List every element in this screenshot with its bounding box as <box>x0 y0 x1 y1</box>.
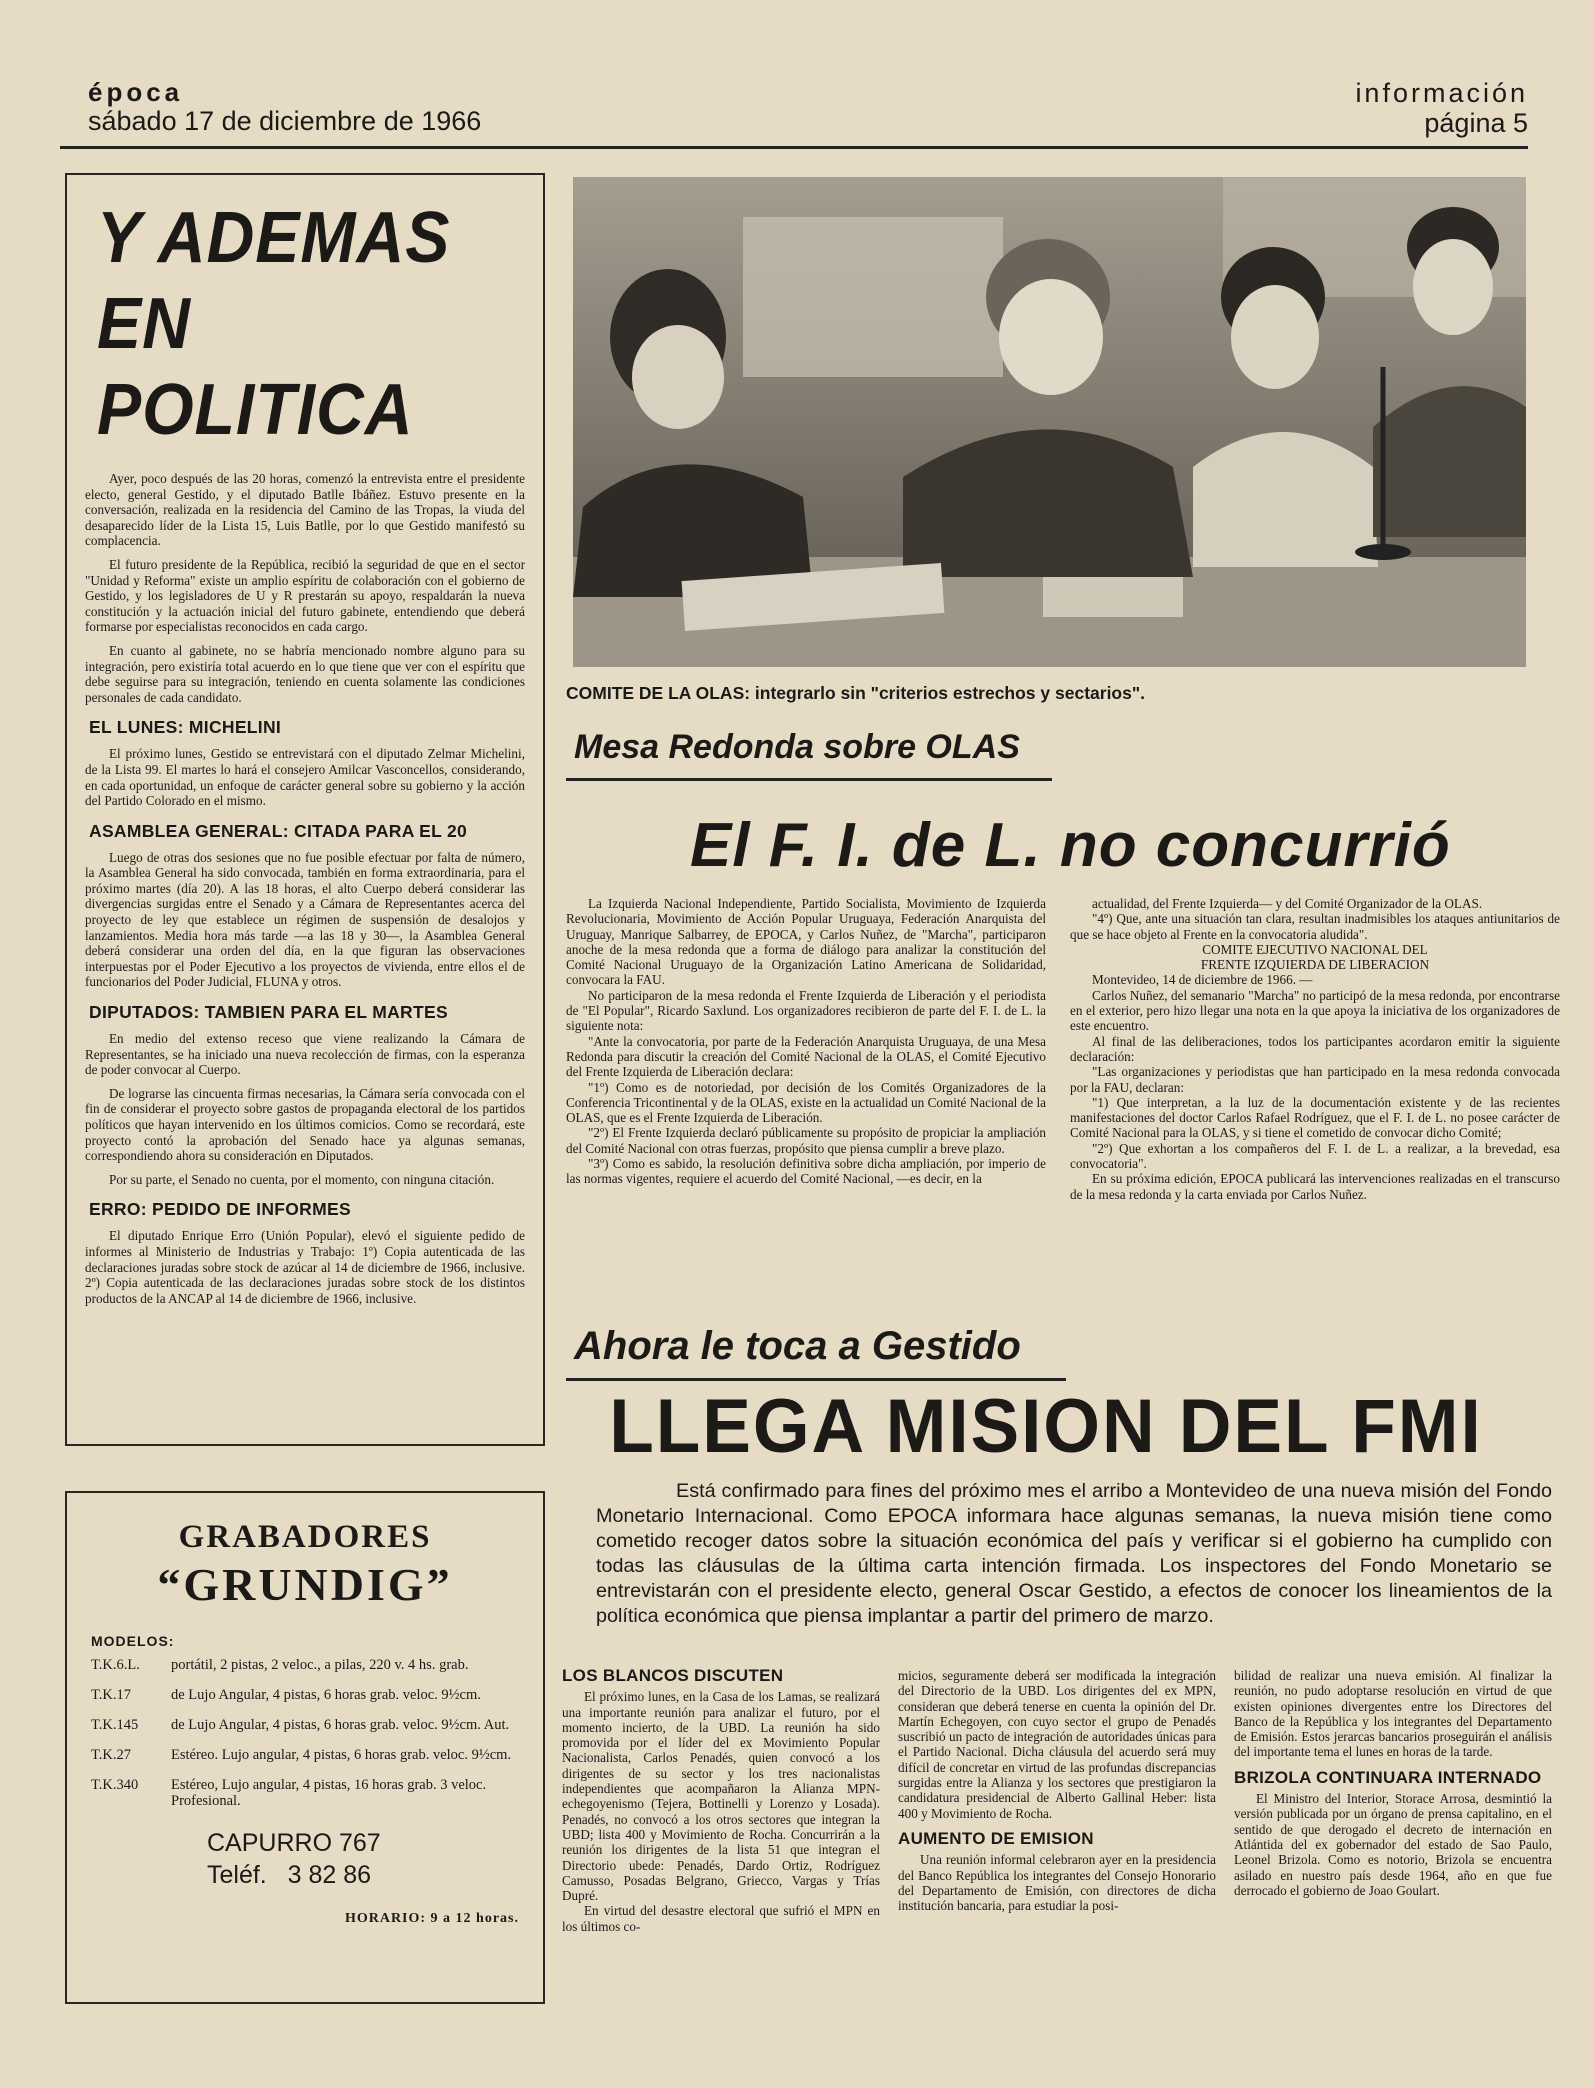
masthead-right <box>1355 78 1528 138</box>
bottom-column-2 <box>898 1668 1216 1913</box>
olas-paragraph: "4º) Que, ante una situación tan clara, resultan inadmisibles los ataques antiunitarios de que se hace objeto al Frente en la convocatoria aludida". <box>1070 911 1560 942</box>
model-row <box>91 1687 519 1703</box>
page-number: página 5 <box>1424 108 1528 138</box>
olas-paragraph: actualidad, del Frente Izquierda— y del Comité Organizador de la OLAS. <box>1092 896 1483 911</box>
photo-illustration <box>573 177 1526 667</box>
fmi-kicker: Ahora le toca a Gestido <box>574 1324 1021 1368</box>
grundig-advertisement <box>65 1491 545 2004</box>
bottom-paragraph: micios, seguramente deberá ser modificada la integración del Directorio de la UBD. Los dirigentes del ex MPN, consideran que deberá tenerse en cuenta la opinión del Dr. Martín Echegoyen, con cuyo sector el grupo de Penadés suscribió un pacto de integración de autoridades únicas para el Partido Nacional. Dicha cláusula del acuerdo será muy difícil de concretar en virtud de las profundas discrepancias surgidas entre la Alianza y los sectores que prestigiaron la candidatura presidencial de Alberto Gallinal Heber: lista 400 y Movimiento de Rocha. <box>898 1668 1216 1821</box>
subhead-brizola: BRIZOLA CONTINUARA INTERNADO <box>1234 1767 1542 1787</box>
masthead-rule <box>60 146 1528 149</box>
model-row <box>91 1717 519 1733</box>
olas-paragraph: "2º) Que exhortan a los compañeros del F. I. de L. a realizar, a la brevedad, esa convocatoria". <box>1070 1140 1560 1172</box>
subhead-asamblea: ASAMBLEA GENERAL: CITADA PARA EL 20 <box>89 820 468 841</box>
politics-paragraph: En cuanto al gabinete, no se habría mencionado nombre alguno para su integración, pero existiría total acuerdo en lo que tiene que ver con el espíritu que debe seguirse para su integración, teniendo en cuenta solamente las condiciones personales de cada candidato. <box>85 642 525 705</box>
photo-caption: COMITE DE LA OLAS: integrarlo sin "criterios estrechos y sectarios". <box>566 683 1146 703</box>
signature-line: FRENTE IZQUIERDA DE LIBERACION <box>1200 957 1430 973</box>
bottom-column-3 <box>1234 1668 1552 1898</box>
ad-phone: Teléf. 3 82 86 <box>207 1861 372 1889</box>
bottom-paragraph: El próximo lunes, en la Casa de los Lamas, se realizará una importante reunión para analizar el futuro, por el momento incierto, de la UBD. La reunión ha sido promovida por el líder del ex Movimiento Popular Nacionalista, Carlos Penadés, quien convocó a los dirigentes de su sector y los tres nacionalistas independientes que acompañaron la Alianza MPN-echegoyenismo (Tejera, Bottinelli y Lorenzo y Losada). Penadés, no convocó a los otros sectores que integran la UBD; lista 400 y Movimiento de Rocha. Concurrirán a la reunión los dirigentes de la lista 51 que integran el Directorio ubede: Penadés, Dardo Ortiz, Rodríguez Camusso, Posadas Belgrano, Griecco, Vargas y Trías Dupré. <box>562 1689 880 1904</box>
olas-kicker: Mesa Redonda sobre OLAS <box>574 728 1020 766</box>
ad-models-label: MODELOS: <box>91 1633 175 1649</box>
olas-paragraph: Al final de las deliberaciones, todos los participantes acordaron emitir la siguiente declaración: <box>1070 1033 1560 1064</box>
politics-paragraph: El diputado Enrique Erro (Unión Popular), elevó el siguiente pedido de informes al Ministerio de Industrias y Trabajo: 1º) Copia autenticada de las declaraciones juradas sobre stock de azúcar al 14 de diciembre de 1966, inclusive. 2º) Copia autenticada de las declaraciones juradas sobre stock de los distintos productos de la ANCAP al 14 de diciembre de 1966, inclusive. <box>85 1228 525 1306</box>
olas-paragraph: "3º) Como es sabido, la resolución definitiva sobre dicha ampliación, por imperio de las normas vigentes, requiere el acuerdo del Comité Nacional, —es decir, en la <box>566 1156 1046 1187</box>
model-code: T.K.17 <box>91 1687 132 1703</box>
bottom-column-1 <box>562 1668 880 1934</box>
bottom-paragraph: bilidad de realizar una nueva emisión. Al finalizar la reunión, no pudo adoptarse resolución en virtud de que existen opiniones divergentes entre los Directores del Banco de la República y los integrantes del Departamento de Emisión. Estos jerarcas bancarios proseguirán el análisis del importante tema el lunes en horas de la tarde. <box>1234 1668 1552 1760</box>
bottom-paragraph: En virtud del desastre electoral que sufrió el MPN en los últimos co- <box>562 1903 880 1934</box>
politics-paragraph: El futuro presidente de la República, recibió la seguridad de que en el sector "Unidad y Reforma" existe un amplio espíritu de colaboración con el gobierno de Gestido, y los legisladores de U y R prestarán su apoyo, respaldarán la nueva constitución y la actuación inicial del futuro gabinete, entendiendo que deberá formarse por especialistas reconocidos en cada cargo. <box>85 556 525 635</box>
ad-title-grundig: “GRUNDIG” <box>157 1559 453 1610</box>
subhead-diputados: DIPUTADOS: TAMBIEN PARA EL MARTES <box>89 1002 448 1023</box>
olas-column-1 <box>566 896 1046 1187</box>
olas-committee-photo <box>573 177 1526 667</box>
publication-name: época <box>88 77 184 107</box>
masthead-left <box>88 78 481 136</box>
politics-paragraph: En medio del extenso receso que viene realizando la Cámara de Representantes, se ha iniciado una nueva recolección de firmas, con la esperanza de poder convocar al Cuerpo. <box>85 1031 525 1078</box>
politics-paragraph: Luego de otras dos sesiones que no fue posible efectuar por falta de número, la Asamblea General ha sido convocada, también en forma extraordinaria, para el próximo martes (día 20). A las 18 horas, el alto Cuerpo deberá considerar las divergencias surgidas entre el Senado y a Cámara de Representantes acerca del proyecto de ley que establece un régimen de suspensión de desalojos y lanzamientos. Media hora más tarde —a las 18 y 30—, la Asamblea General deberá considerar una orden del día, en la que figuran las observaciones interpuestas por el Poder Ejecutivo a los proyectos de vivienda, entre ellos el de funcionarios del Poder Judicial, FLUNA y otros. <box>85 849 525 990</box>
olas-paragraph: La Izquierda Nacional Independiente, Partido Socialista, Movimiento de Izquierda Revolucionaria, Movimiento de Acción Popular Uruguaya, Federación Anarquista del Uruguay, Manrique Salbarrey, de EPOCA, y Carlos Nuñez, de "Marcha", participaron anoche de la mesa redonda que a forma de diálogo para analizar la constitución del Comité Nacional Uruguayo de la Organización Latino Americana de Solidaridad, convocara la FAU. <box>566 896 1046 988</box>
politics-title <box>97 195 491 453</box>
model-description: de Lujo Angular, 4 pistas, 6 horas grab. veloc. 9½cm. <box>171 1687 481 1703</box>
model-description: Estéreo. Lujo angular, 4 pistas, 6 horas grab. veloc. 9½cm. <box>171 1747 512 1763</box>
subhead-blancos: LOS BLANCOS DISCUTEN <box>562 1666 784 1685</box>
olas-paragraph: "1) Que interpretan, a la luz de la documentación existente y de las recientes manifestaciones del doctor Carlos Rafael Rodríguez, que el F. I. de L. no posee carácter de Comité Nacional para la OLAS, y si tiene el cometido de convocar dicho Comité; <box>1070 1094 1560 1141</box>
olas-kicker-rule <box>566 778 1052 781</box>
subhead-erro: ERRO: PEDIDO DE INFORMES <box>89 1199 351 1220</box>
ad-hours: HORARIO: 9 a 12 horas. <box>344 1911 519 1926</box>
subhead-emision: AUMENTO DE EMISION <box>898 1828 1094 1848</box>
politics-title-line1: Y ADEMAS <box>97 198 451 278</box>
olas-paragraph: Montevideo, 14 de diciembre de 1966. — <box>1092 972 1313 988</box>
politics-paragraph: Por su parte, el Senado no cuenta, por el momento, con ninguna citación. <box>109 1171 495 1187</box>
issue-date: sábado 17 de diciembre de 1966 <box>88 106 482 136</box>
fmi-lead: Está confirmado para fines del próximo mes el arribo a Montevideo de una nueva misión del Fondo Monetario Internacional. Como EPOCA informara hace algunas semanas, la nueva misión tiene como cometido recoger datos sobre la situación económica del país y verificar si el gobierno ha cumplido con todas las cláusulas de la última carta intención firmada. Los inspectores del Fondo Monetario se entrevistarán con el presidente electo, general Oscar Gestido, a efectos de conocer los lineamientos de la política económica que piensa implantar a partir del primero de marzo. <box>596 1480 1552 1627</box>
model-code: T.K.340 <box>91 1777 139 1793</box>
politics-paragraph: Ayer, poco después de las 20 horas, comenzó la entrevista entre el presidente electo, general Gestido, y el diputado Batlle Ibáñez. Estuvo presente en la conversación, realizada en la residencia del Camino de las Tropas, la viuda del desaparecido líder de la Lista 15, Luis Batlle, por lo que Gestido manifestó su complacencia. <box>85 471 525 549</box>
politics-title-line2: EN POLITICA <box>97 284 414 450</box>
olas-paragraph: "1º) Como es de notoriedad, por decisión de los Comités Organizadores de la Conferencia Tricontinental y de la OLAS, existe en la actualidad un Comité Nacional de la OLAS, que es el Frente Izquierda de Liberación. <box>566 1079 1046 1126</box>
bottom-paragraph: El Ministro del Interior, Storace Arrosa, desmintió la versión publicada por un órgano de prensa capitalino, en el sentido de que derogado el decreto de internación en Atlántida del ex gobernador del estado de Sao Paulo, Leonel Brizola. Como es notorio, Brizola se encuentra asilado en nuestro país desde 1964, año en que fue derrocado el gobierno de Joao Goulart. <box>1234 1791 1552 1898</box>
model-code: T.K.27 <box>91 1747 132 1763</box>
olas-headline: El F. I. de L. no concurrió <box>690 811 1451 880</box>
subhead-michelini: EL LUNES: MICHELINI <box>89 717 282 738</box>
model-row <box>91 1657 519 1673</box>
model-code: T.K.145 <box>91 1717 139 1733</box>
ad-address-block <box>207 1827 519 1891</box>
model-row <box>91 1747 519 1763</box>
model-description: Estéreo, Lujo angular, 4 pistas, 16 horas grab. 3 veloc. Profesional. <box>171 1777 487 1809</box>
olas-paragraph: Carlos Nuñez, del semanario "Marcha" no participó de la mesa redonda, por encontrarse en el exterior, pero hizo llegar una nota en la que apoya la iniciativa de los organizadores de este encuentro. <box>1070 987 1560 1034</box>
politics-article <box>65 173 545 1446</box>
model-code: T.K.6.L. <box>91 1657 140 1673</box>
olas-paragraph: No participaron de la mesa redonda el Frente Izquierda de Liberación y el periodista de "El Popular", Ricardo Saxlund. Los organizadores recibieron de parte del F. I. de L. la siguiente nota: <box>566 987 1046 1034</box>
model-description: portátil, 2 pistas, 2 veloc., a pilas, 220 v. 4 hs. grab. <box>171 1657 469 1673</box>
section-name: información <box>1355 78 1528 108</box>
olas-paragraph: "2º) El Frente Izquierda declaró públicamente su propósito de propiciar la ampliación del Comité Nacional con otras fuerzas, propósito que piensa cumplir a breve plazo. <box>566 1125 1046 1156</box>
olas-column-2 <box>1070 896 1560 1202</box>
olas-paragraph: "Ante la convocatoria, por parte de la Federación Anarquista Uruguaya, de una Mesa Redonda para discutir la creación del Comité Nacional de la OLAS, el Comité Ejecutivo del Frente Izquierda de Liberación declara: <box>566 1033 1046 1080</box>
fmi-headline: LLEGA MISION DEL FMI <box>609 1384 1483 1469</box>
olas-paragraph: En su próxima edición, EPOCA publicará las intervenciones realizadas en el transcurso de la mesa redonda y la carta enviada por Carlos Nuñez. <box>1070 1171 1560 1202</box>
model-row <box>91 1777 519 1809</box>
fmi-kicker-rule <box>566 1378 1066 1381</box>
bottom-paragraph: Una reunión informal celebraron ayer en la presidencia del Banco República los integrantes del Consejo Honorario del Departamento de Emisión, con directores de dicha institución bancaria, para estudiar la posi- <box>898 1852 1216 1914</box>
signature-line: COMITE EJECUTIVO NACIONAL DEL <box>1202 941 1428 957</box>
ad-address: CAPURRO 767 <box>207 1829 381 1857</box>
olas-paragraph: "Las organizaciones y periodistas que han participado en la mesa redonda convocada por la FAU, declaran: <box>1070 1064 1560 1095</box>
politics-paragraph: De lograrse las cincuenta firmas necesarias, la Cámara sería convocada con el fin de considerar el proyecto sobre gastos de propaganda electoral de los partidos políticos que hayan intervenido en los últimos comicios. Como se recordará, este proyecto contó la aprobación del Senado hace ya algunas semanas, correspondiendo ahora su consideración en Diputados. <box>85 1085 525 1164</box>
ad-title-grabadores: GRABADORES <box>178 1519 432 1555</box>
model-description: de Lujo Angular, 4 pistas, 6 horas grab. veloc. 9½cm. Aut. <box>171 1717 510 1733</box>
politics-paragraph: El próximo lunes, Gestido se entrevistará con el diputado Zelmar Michelini, de la Lista 99. El martes lo hará el consejero Amilcar Vasconcellos, considerando, en cada oportunidad, un enfoque de carácter general sobre su gobierno y la acción del Partido Colorado en el mismo. <box>85 746 525 809</box>
